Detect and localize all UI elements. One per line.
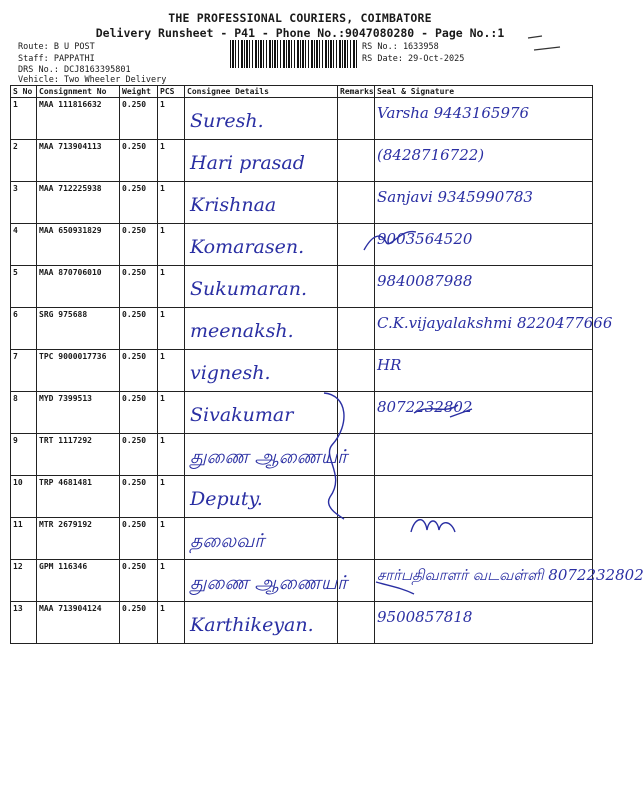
signature-handwriting: 9500857818 [377, 608, 473, 626]
pcs-cell: 1 [158, 308, 185, 350]
consignee-cell [185, 434, 348, 476]
consignee-cell [185, 182, 338, 224]
consignee-cell [185, 266, 338, 308]
pcs-cell: 1 [158, 434, 185, 476]
table-row [11, 392, 593, 434]
consignment-cell: MAA 650931829 [37, 224, 120, 266]
consignee-cell [185, 476, 338, 518]
consignment-cell: TRT 1117292 [37, 434, 120, 476]
table-row [11, 98, 593, 140]
weight-cell: 0.250 [120, 518, 158, 560]
signature-handwriting: 9003564520 [377, 230, 473, 248]
consignment-cell: TRP 4681481 [37, 476, 120, 518]
pcs-cell: 1 [158, 602, 185, 644]
remarks-cell [338, 224, 375, 266]
weight-cell: 0.250 [120, 308, 158, 350]
signature-cell [375, 518, 593, 560]
remarks-cell [338, 602, 375, 644]
table-row [11, 434, 593, 476]
signature-cell [375, 476, 593, 518]
signature-handwriting: 9840087988 [377, 272, 473, 290]
consignment-cell: MAA 713904113 [37, 140, 120, 182]
consignment-cell: TPC 9000017736 [37, 350, 120, 392]
remarks-cell [338, 476, 375, 518]
table-row [11, 140, 593, 182]
sno-cell: 13 [11, 602, 37, 644]
remarks-cell [338, 98, 375, 140]
col-header-pcs: PCS [158, 86, 185, 98]
company-title: THE PROFESSIONAL COURIERS, COIMBATORE [168, 11, 432, 25]
signature-handwriting: 8072232802 [377, 398, 473, 416]
consignment-cell: MAA 870706010 [37, 266, 120, 308]
remarks-cell [338, 350, 375, 392]
consignee-handwriting: meenaksh. [190, 320, 294, 342]
col-header-sno: S No [11, 86, 37, 98]
remarks-cell [338, 308, 375, 350]
sno-cell: 11 [11, 518, 37, 560]
pcs-cell: 1 [158, 182, 185, 224]
weight-cell: 0.250 [120, 350, 158, 392]
table-row [11, 518, 593, 560]
consignee-cell [185, 140, 338, 182]
consignee-handwriting: Komarasen. [190, 236, 305, 258]
signature-cell [375, 266, 593, 308]
table-row [11, 602, 593, 644]
consignee-handwriting: Krishnaa [190, 194, 277, 216]
consignee-cell [185, 98, 338, 140]
signature-cell [375, 392, 593, 434]
signature-cell [375, 98, 593, 140]
remarks-cell [338, 266, 375, 308]
consignment-cell: MYD 7399513 [37, 392, 120, 434]
weight-cell: 0.250 [120, 266, 158, 308]
pcs-cell: 1 [158, 98, 185, 140]
runsheet-subtitle: Delivery Runsheet - P41 - Phone No.:9047080280 - Page No.:1 [95, 26, 505, 40]
table-row [11, 350, 593, 392]
signature-cell [375, 602, 593, 644]
weight-cell: 0.250 [120, 476, 158, 518]
weight-cell: 0.250 [120, 182, 158, 224]
remarks-cell [338, 392, 375, 434]
weight-cell: 0.250 [120, 392, 158, 434]
sno-cell: 6 [11, 308, 37, 350]
consignee-handwriting: Karthikeyan. [190, 614, 314, 636]
col-header-consignee: Consignee Details [185, 86, 338, 98]
consignee-handwriting: துணை ஆணையர் [190, 572, 348, 594]
weight-cell: 0.250 [120, 140, 158, 182]
consignment-cell: GPM 116346 [37, 560, 120, 602]
rs-date: RS Date: 29-Oct-2025 [362, 54, 465, 64]
sno-cell: 3 [11, 182, 37, 224]
signature-handwriting: Sanjavi 9345990783 [377, 188, 533, 206]
consignee-cell [185, 224, 338, 266]
sno-cell: 4 [11, 224, 37, 266]
weight-cell: 0.250 [120, 602, 158, 644]
pcs-cell: 1 [158, 350, 185, 392]
consignee-handwriting: Suresh. [190, 110, 264, 132]
consignment-cell: MTR 2679192 [37, 518, 120, 560]
col-header-consignment: Consignment No [37, 86, 120, 98]
consignee-handwriting: Sukumaran. [190, 278, 308, 300]
consignee-handwriting: vignesh. [190, 362, 271, 384]
barcode [230, 40, 358, 68]
signature-cell [375, 182, 593, 224]
consignee-cell [185, 602, 338, 644]
col-header-weight: Weight [120, 86, 158, 98]
consignee-handwriting: தலைவர் [190, 530, 265, 552]
consignment-cell: MAA 713904124 [37, 602, 120, 644]
signature-handwriting: (8428716722) [377, 146, 485, 164]
pcs-cell: 1 [158, 518, 185, 560]
pcs-cell: 1 [158, 476, 185, 518]
runsheet-table [10, 85, 644, 644]
col-header-signature: Seal & Signature [375, 86, 593, 98]
consignee-handwriting: துணை ஆணையர் [190, 446, 348, 468]
table-header-row [11, 86, 593, 98]
pcs-cell: 1 [158, 560, 185, 602]
pcs-cell: 1 [158, 392, 185, 434]
drs-number: DRS No.: DCJ8163395801 [18, 65, 131, 75]
signature-handwriting: Varsha 9443165976 [377, 104, 530, 122]
table-row [11, 266, 593, 308]
signature-cell [375, 350, 593, 392]
table-row [11, 308, 593, 350]
signature-cell [375, 560, 644, 602]
consignment-cell: MAA 111816632 [37, 98, 120, 140]
consignee-cell [185, 560, 348, 602]
table-row [11, 182, 593, 224]
remarks-cell [338, 182, 375, 224]
pcs-cell: 1 [158, 140, 185, 182]
sno-cell: 8 [11, 392, 37, 434]
sno-cell: 5 [11, 266, 37, 308]
consignee-cell [185, 350, 338, 392]
consignee-cell [185, 392, 338, 434]
signature-handwriting: HR [377, 356, 402, 374]
pcs-cell: 1 [158, 224, 185, 266]
pcs-cell: 1 [158, 266, 185, 308]
sno-cell: 9 [11, 434, 37, 476]
weight-cell: 0.250 [120, 224, 158, 266]
signature-handwriting: சார்பதிவாளர் வடவள்ளி 8072232802 [377, 566, 644, 584]
signature-cell [375, 434, 593, 476]
weight-cell: 0.250 [120, 434, 158, 476]
vehicle-label: Vehicle: Two Wheeler Delivery [18, 75, 167, 85]
remarks-cell [338, 140, 375, 182]
weight-cell: 0.250 [120, 98, 158, 140]
consignee-handwriting: Hari prasad [190, 152, 305, 174]
sno-cell: 2 [11, 140, 37, 182]
table-row [11, 476, 593, 518]
table-row [11, 224, 593, 266]
staff-label: Staff: PAPPATHI [18, 54, 95, 64]
weight-cell: 0.250 [120, 560, 158, 602]
signature-cell [375, 224, 593, 266]
sno-cell: 1 [11, 98, 37, 140]
col-header-remarks: Remarks [338, 86, 375, 98]
consignee-cell [185, 518, 338, 560]
consignment-cell: MAA 712225938 [37, 182, 120, 224]
consignment-cell: SRG 975688 [37, 308, 120, 350]
route-label: Route: B U POST [18, 42, 95, 52]
remarks-cell [338, 518, 375, 560]
consignee-cell [185, 308, 338, 350]
sno-cell: 10 [11, 476, 37, 518]
sno-cell: 12 [11, 560, 37, 602]
signature-cell [375, 140, 593, 182]
rs-number: RS No.: 1633958 [362, 42, 439, 52]
signature-handwriting: C.K.vijayalakshmi 8220477666 [377, 314, 613, 332]
consignee-handwriting: Sivakumar [190, 404, 294, 426]
table-row [11, 560, 593, 602]
consignee-handwriting: Deputy. [190, 488, 263, 510]
sno-cell: 7 [11, 350, 37, 392]
signature-cell [375, 308, 613, 350]
